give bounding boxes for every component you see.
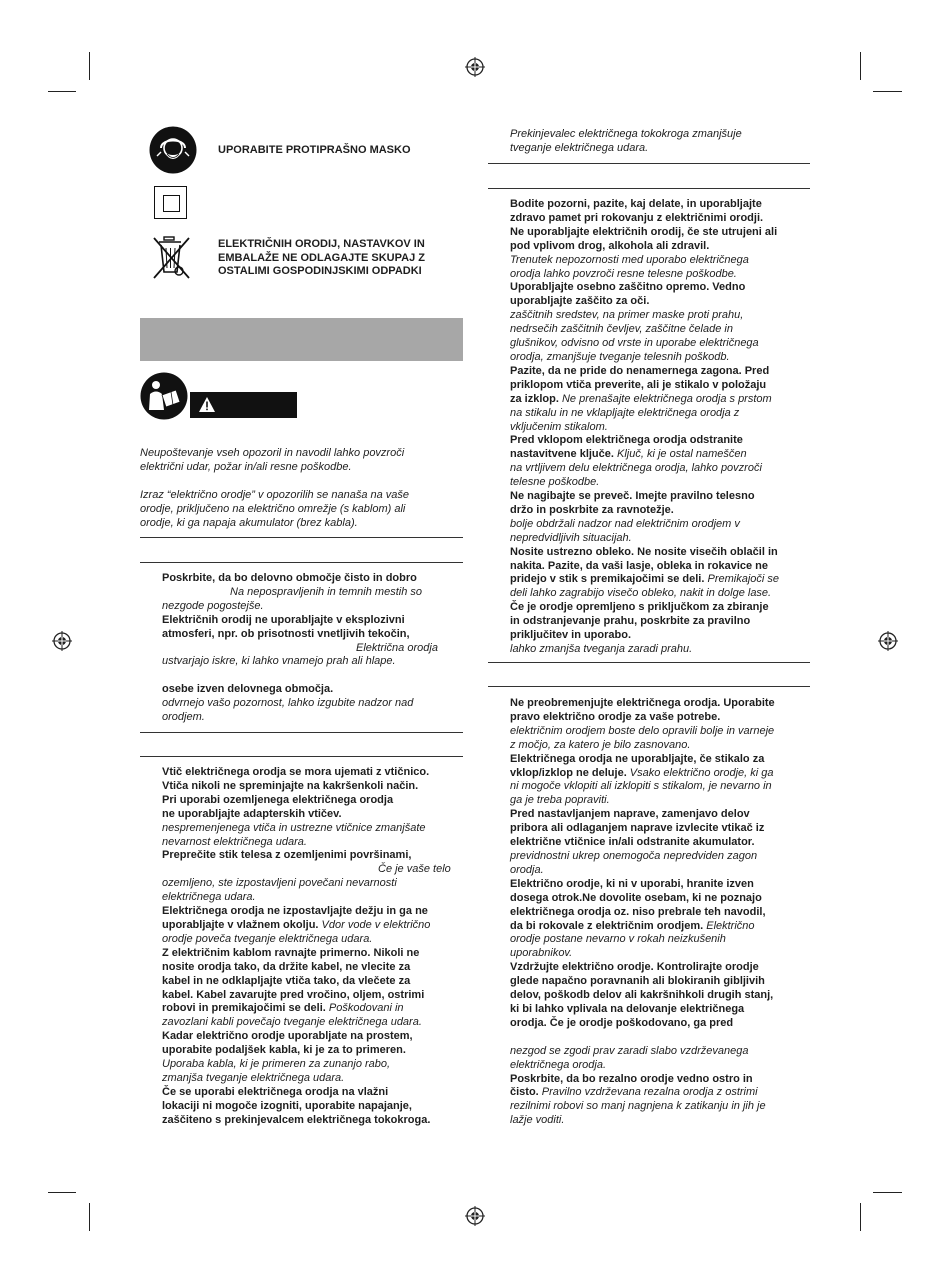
text-line bbox=[510, 739, 810, 753]
intro-line: Izraz “električno orodje” v opozorilih se nanaša na vaše bbox=[140, 488, 410, 501]
intro-line: orodje, ki ga napaja akumulator (brez kabla). bbox=[140, 516, 358, 529]
text-line bbox=[162, 711, 462, 725]
crop-mark bbox=[873, 1192, 902, 1193]
bold-text: uporabite podaljšek kabla, ki je za to primeren. bbox=[162, 1044, 406, 1057]
text-line bbox=[510, 1114, 810, 1128]
italic-text: vključenim stikalom. bbox=[510, 420, 608, 433]
text-line bbox=[510, 767, 810, 781]
italic-text: ni mogoče vklopiti ali izklopiti s stikalom, je nevarno in bbox=[510, 780, 772, 793]
text-line bbox=[510, 142, 810, 156]
text-line bbox=[162, 891, 462, 905]
bold-text: lokaciji ni mogoče izogniti, uporabite napajanje, bbox=[162, 1099, 412, 1112]
work-area-safety-text bbox=[162, 572, 462, 725]
italic-text: nezgode pogostejše. bbox=[162, 599, 264, 612]
bold-text: pribora ali odlaganjem naprave izvlecite vtikač iz bbox=[510, 822, 765, 835]
bold-text: Ne preobremenjujte električnega orodja. Uporabite bbox=[510, 697, 775, 709]
registration-mark-icon bbox=[465, 57, 485, 77]
italic-text: orodja, zmanjšuje tveganje telesnih poškodb. bbox=[510, 350, 730, 363]
bold-text: vklop/izklop ne deluje. bbox=[510, 766, 627, 779]
bold-text: Če je orodje opremljeno s priključkom za zbiranje bbox=[510, 601, 769, 614]
crop-mark bbox=[89, 52, 90, 80]
bold-text: Vtič električnega orodja se mora ujemati z vtičnico. bbox=[162, 766, 430, 778]
text-line bbox=[510, 434, 810, 448]
italic-text: nespremenjenega vtiča in ustrezne vtičnice zmanjšate bbox=[162, 821, 426, 834]
italic-text: odvrnejo vašo pozornost, lahko izgubite nadzor nad bbox=[162, 697, 414, 710]
bold-text: Uporabljajte osebno zaščitno opremo. Vedno bbox=[510, 281, 746, 294]
bold-text: in odstranjevanje prahu, poskrbite za pravilno bbox=[510, 615, 751, 628]
bold-text: Pri uporabi ozemljenega električnega orodja bbox=[162, 793, 394, 806]
text-line bbox=[162, 780, 462, 794]
italic-text: Na nepospravljenih in temnih mestih so bbox=[230, 585, 422, 598]
text-line bbox=[510, 504, 810, 518]
crop-mark bbox=[873, 91, 902, 92]
italic-text: previdnostni ukrep onemogoča nepredviden zagon bbox=[510, 849, 758, 862]
text-line bbox=[162, 863, 462, 877]
italic-text: električnega orodja. bbox=[510, 1058, 607, 1071]
text-line bbox=[162, 1086, 462, 1100]
italic-text: električnim orodjem boste delo opravili bolje in varneje bbox=[510, 724, 775, 737]
bold-text: Vtiča nikoli ne spreminjajte na kakršenkoli način. bbox=[162, 779, 419, 792]
text-line bbox=[510, 1003, 810, 1017]
italic-text: tveganje električnega udara. bbox=[510, 141, 649, 154]
italic-text: Če je vaše telo bbox=[378, 863, 451, 876]
text-line bbox=[510, 643, 810, 657]
italic-text: orodje poveča tveganje električnega udara. bbox=[162, 932, 373, 945]
section-rule bbox=[488, 163, 810, 164]
bold-text: Ne nagibajte se preveč. Imejte pravilno telesno bbox=[510, 490, 755, 503]
weee-label-line: EMBALAŽE NE ODLAGAJTE SKUPAJ Z bbox=[218, 251, 425, 264]
warning-bar bbox=[190, 392, 297, 418]
text-line bbox=[510, 448, 810, 462]
bold-text: električne vtičnice in/ali odstranite akumulator. bbox=[510, 836, 755, 849]
text-line bbox=[162, 808, 462, 822]
text-line bbox=[510, 947, 810, 961]
registration-mark-icon bbox=[52, 631, 72, 651]
bold-text: Vzdržujte električno orodje. Kontrolirajte orodje bbox=[510, 961, 759, 974]
crop-mark bbox=[89, 1203, 90, 1231]
text-line bbox=[510, 212, 810, 226]
text-line bbox=[162, 697, 462, 711]
section-rule bbox=[488, 662, 810, 663]
text-line bbox=[162, 1044, 462, 1058]
italic-text: orodje postane nevarno v rokah neizkušenih bbox=[510, 933, 726, 946]
italic-text: ga je treba popraviti. bbox=[510, 794, 610, 807]
bold-text: Če se uporabi električnega orodja na vlažni bbox=[162, 1085, 389, 1098]
crop-mark bbox=[860, 52, 861, 80]
section-heading-band bbox=[140, 318, 463, 361]
bold-text: ne uporabljajte adapterskih vtičev. bbox=[162, 807, 342, 820]
italic-text: Prekinjevalec električnega tokokroga zmanjšuje bbox=[510, 128, 742, 140]
text-line bbox=[510, 864, 810, 878]
italic-text: Vsako električno orodje, ki ga bbox=[626, 766, 774, 779]
italic-text: bolje obdržali nadzor nad električnim orodjem v bbox=[510, 517, 740, 530]
bold-text: priklopom vtiča preverite, ali je stikalo v položaju bbox=[510, 378, 767, 391]
bold-text: da bi rokovale z električnim orodjem. bbox=[510, 919, 704, 932]
text-line bbox=[510, 337, 810, 351]
italic-text: Električno bbox=[703, 919, 755, 932]
text-line bbox=[510, 975, 810, 989]
bold-text: priključitev in uporabo. bbox=[510, 629, 632, 642]
text-line bbox=[510, 309, 810, 323]
text-line bbox=[510, 518, 810, 532]
italic-text: uporabnikov. bbox=[510, 947, 573, 960]
text-line bbox=[162, 849, 462, 863]
text-line bbox=[162, 642, 462, 656]
text-line bbox=[510, 587, 810, 601]
text-line bbox=[510, 989, 810, 1003]
double-insulation-icon bbox=[154, 186, 187, 219]
italic-text: Trenutek nepozornosti med uporabo električnega bbox=[510, 253, 749, 266]
intro-line: orodje, priključeno na električno omrežje (s kablom) ali bbox=[140, 502, 406, 515]
bold-text: robovi in premikajočimi se deli. bbox=[162, 1002, 326, 1015]
bold-text: pravo električno orodje za vaše potrebe. bbox=[510, 710, 721, 723]
italic-text: na stikalu in ne vklapljajte električnega orodja z bbox=[510, 406, 740, 419]
bold-text: zaščiteno s prekinjevalcem električnega tokokroga. bbox=[162, 1113, 431, 1126]
text-line bbox=[510, 476, 810, 490]
text-line bbox=[510, 351, 810, 365]
italic-text: nepredvidljivih situacijah. bbox=[510, 531, 632, 544]
italic-text: zavozlani kabli povečajo tveganje električnega udara. bbox=[162, 1016, 422, 1029]
italic-text: orodja. bbox=[510, 863, 544, 876]
text-line bbox=[510, 753, 810, 767]
text-line bbox=[162, 947, 462, 961]
text-line bbox=[510, 532, 810, 546]
italic-text: Ne prenašajte električnega orodja s prstom bbox=[558, 392, 772, 405]
bold-text: Z električnim kablom ravnajte primerno. Nikoli ne bbox=[162, 946, 420, 959]
text-line bbox=[510, 462, 810, 476]
section-rule bbox=[488, 188, 810, 189]
italic-text: z močjo, za katero je bilo zasnovano. bbox=[510, 738, 691, 751]
italic-text: orodja lahko povzroči resne telesne poškodbe. bbox=[510, 267, 737, 280]
italic-text: Pravilno vzdrževana rezalna orodja z ostrimi bbox=[538, 1086, 758, 1099]
text-line bbox=[510, 780, 810, 794]
registration-mark-icon bbox=[465, 1206, 485, 1226]
crop-mark bbox=[860, 1203, 861, 1231]
bold-text: uporabljajte zaščito za oči. bbox=[510, 295, 650, 308]
bold-text: čisto. bbox=[510, 1086, 539, 1099]
intro-line: električni udar, požar in/ali resne poškodbe. bbox=[140, 460, 352, 473]
bold-text: glede napačno poravnanih ali blokiranih gibljivih bbox=[510, 975, 765, 988]
italic-text: Premikajoči se bbox=[704, 573, 779, 586]
italic-text: električnega udara. bbox=[162, 891, 256, 904]
italic-text: nedrsečih zaščitnih čevljev, zaščitne čelade in bbox=[510, 323, 733, 336]
bold-text: Pred vklopom električnega orodja odstranite bbox=[510, 434, 743, 447]
text-line bbox=[510, 1073, 810, 1087]
bold-text: zdravo pamet pri rokovanju z električnimi orodji. bbox=[510, 211, 764, 224]
circuit-breaker-text bbox=[510, 128, 810, 156]
bold-text: Pred nastavljanjem naprave, zamenjavo delov bbox=[510, 808, 750, 821]
text-line bbox=[510, 878, 810, 892]
text-line bbox=[510, 560, 810, 574]
bold-text: Električnega orodja ne izpostavljajte dežju in ga ne bbox=[162, 905, 428, 918]
bold-text: Električnega orodja ne uporabljajte, če stikalo za bbox=[510, 752, 765, 765]
text-line bbox=[510, 822, 810, 836]
text-line bbox=[162, 1002, 462, 1016]
text-line bbox=[510, 794, 810, 808]
bold-text: nosite orodja tako, da držite kabel, ne vlecite za bbox=[162, 960, 411, 973]
text-line bbox=[510, 961, 810, 975]
bold-text: Poskrbite, da bo delovno območje čisto in dobro bbox=[162, 572, 417, 584]
text-line bbox=[162, 822, 462, 836]
text-line bbox=[162, 836, 462, 850]
italic-text: nevarnost električnega udara. bbox=[162, 835, 307, 848]
text-line bbox=[162, 1100, 462, 1114]
italic-text: telesne poškodbe. bbox=[510, 476, 600, 489]
text-line bbox=[162, 1114, 462, 1128]
text-line bbox=[510, 323, 810, 337]
bold-text: Bodite pozorni, pazite, kaj delate, in uporabljajte bbox=[510, 198, 762, 210]
dust-mask-label: UPORABITE PROTIPRAŠNO MASKO bbox=[218, 144, 411, 156]
bold-text: Poskrbite, da bo rezalno orodje vedno ostro in bbox=[510, 1072, 753, 1085]
text-line bbox=[510, 268, 810, 282]
bold-text: Ne uporabljajte električnih orodij, če ste utrujeni ali bbox=[510, 225, 778, 238]
text-line bbox=[510, 128, 810, 142]
intro-line: Neupoštevanje vseh opozoril in navodil lahko povzroči bbox=[140, 447, 405, 459]
text-line bbox=[162, 961, 462, 975]
text-line bbox=[510, 295, 810, 309]
text-line bbox=[162, 1030, 462, 1044]
text-line bbox=[510, 601, 810, 615]
italic-text: Vdor vode v električno bbox=[318, 918, 431, 931]
weee-label-line: ELEKTRIČNIH ORODIJ, NASTAVKOV IN bbox=[218, 238, 425, 250]
crop-mark bbox=[48, 91, 76, 92]
crop-mark bbox=[48, 1192, 76, 1193]
personal-safety-text bbox=[510, 198, 810, 657]
bold-text: Nosite ustrezno obleko. Ne nosite visečih oblačil in bbox=[510, 545, 778, 558]
bold-text: orodja. Če je orodje poškodovano, ga pred bbox=[510, 1016, 734, 1029]
text-line bbox=[162, 683, 462, 697]
text-line bbox=[162, 614, 462, 628]
italic-text: glušnikov, odvisno od vrste in uporabe električnega bbox=[510, 337, 759, 350]
text-line bbox=[162, 766, 462, 780]
text-line bbox=[510, 1017, 810, 1031]
italic-text: zmanjša tveganje električnega udara. bbox=[162, 1071, 345, 1084]
bold-text: kabel in ne odklapljajte vtiča tako, da vlečete za bbox=[162, 974, 411, 987]
italic-text: lahko zmanjša tveganja zaradi prahu. bbox=[510, 643, 693, 655]
text-line bbox=[162, 655, 462, 669]
text-line bbox=[162, 669, 462, 683]
bold-text: osebe izven delovnega območja. bbox=[162, 683, 334, 696]
bold-text: dosega otrok.Ne dovolite osebam, ki ne poznajo bbox=[510, 891, 762, 904]
text-line bbox=[162, 877, 462, 891]
text-line bbox=[510, 808, 810, 822]
italic-text: orodjem. bbox=[162, 711, 205, 724]
weee-label bbox=[218, 238, 425, 279]
italic-text: rezilnimi robovi so manj nagnjena k zatikanju in jih je bbox=[510, 1100, 766, 1113]
tool-use-care-text bbox=[510, 697, 810, 1128]
text-line bbox=[510, 365, 810, 379]
italic-text: lažje voditi. bbox=[510, 1114, 565, 1127]
bold-text: pod vplivom drog, alkohola ali zdravil. bbox=[510, 239, 710, 252]
italic-text: Ključ, ki je ostal nameščen bbox=[613, 448, 747, 461]
text-line bbox=[510, 711, 810, 725]
italic-text: deli lahko zagrabijo visečo obleko, nakit in dolge lase. bbox=[510, 587, 772, 600]
bold-text: nastavitvene ključe. bbox=[510, 448, 614, 461]
section-rule bbox=[140, 732, 463, 733]
section-rule bbox=[140, 537, 463, 538]
italic-text: Uporaba kabla, ki je primeren za zunanjo rabo, bbox=[162, 1058, 391, 1071]
section-rule bbox=[488, 686, 810, 687]
text-line bbox=[510, 1045, 810, 1059]
bold-text: za izklop. bbox=[510, 392, 559, 405]
text-line bbox=[162, 975, 462, 989]
text-line bbox=[162, 572, 462, 586]
text-line bbox=[510, 421, 810, 435]
crossed-bin-icon bbox=[151, 234, 193, 282]
bold-text: atmosferi, npr. ob prisotnosti vnetljivih tekočin, bbox=[162, 627, 410, 640]
text-line bbox=[510, 254, 810, 268]
text-line bbox=[510, 226, 810, 240]
intro-text bbox=[140, 447, 460, 531]
dust-mask-icon bbox=[149, 126, 197, 174]
section-rule bbox=[140, 756, 463, 757]
bold-text: električnega orodja oz. niso prebrale teh navodil, bbox=[510, 905, 766, 918]
text-line bbox=[510, 546, 810, 560]
text-line bbox=[510, 920, 810, 934]
text-line bbox=[510, 933, 810, 947]
bold-text: delov, poškodb delov ali kakršnihkoli drugih stanj, bbox=[510, 989, 774, 1002]
italic-text: ozemljeno, ste izpostavljeni povečani nevarnosti bbox=[162, 877, 397, 890]
italic-text: zaščitnih sredstev, na primer maske proti prahu, bbox=[510, 309, 744, 322]
text-line bbox=[162, 794, 462, 808]
read-manual-icon bbox=[140, 372, 188, 420]
bold-text: kabel. Kabel zavarujte pred vročino, oljem, ostrimi bbox=[162, 988, 425, 1001]
text-line bbox=[510, 1031, 810, 1045]
italic-text: ustvarjajo iskre, ki lahko vnamejo prah ali hlape. bbox=[162, 655, 396, 668]
registration-mark-icon bbox=[878, 631, 898, 651]
text-line bbox=[510, 836, 810, 850]
text-line bbox=[510, 573, 810, 587]
text-line bbox=[510, 725, 810, 739]
text-line bbox=[510, 629, 810, 643]
bold-text: ki bi lahko vplivala na delovanje električnega bbox=[510, 1002, 745, 1015]
text-line bbox=[510, 198, 810, 212]
text-line bbox=[162, 1058, 462, 1072]
italic-text: Poškodovani in bbox=[325, 1002, 404, 1015]
text-line bbox=[510, 490, 810, 504]
bold-text: Električnih orodij ne uporabljajte v eksplozivni bbox=[162, 613, 405, 626]
bold-text: Pazite, da ne pride do nenamernega zagona. Pred bbox=[510, 364, 770, 377]
text-line bbox=[510, 615, 810, 629]
text-line bbox=[162, 1016, 462, 1030]
text-line bbox=[510, 697, 810, 711]
text-line bbox=[162, 905, 462, 919]
text-line bbox=[510, 1059, 810, 1073]
bold-text: Kadar električno orodje uporabljate na prostem, bbox=[162, 1030, 413, 1043]
italic-text: Električna orodja bbox=[356, 641, 438, 654]
text-line bbox=[162, 933, 462, 947]
bold-text: držo in poskrbite za ravnotežje. bbox=[510, 503, 674, 516]
text-line bbox=[162, 586, 462, 600]
italic-text: na vrtljivem delu električnega orodja, lahko povzroči bbox=[510, 462, 762, 475]
text-line bbox=[510, 1100, 810, 1114]
text-line bbox=[510, 407, 810, 421]
bold-text: Električno orodje, ki ni v uporabi, hranite izven bbox=[510, 877, 754, 890]
text-line bbox=[510, 379, 810, 393]
warning-triangle-icon bbox=[198, 396, 216, 413]
text-line bbox=[162, 628, 462, 642]
text-line bbox=[162, 1072, 462, 1086]
section-rule bbox=[140, 562, 463, 563]
bold-text: nakita. Pazite, da vaši lasje, obleka in rokavice ne bbox=[510, 559, 769, 572]
text-line bbox=[510, 850, 810, 864]
electrical-safety-text bbox=[162, 766, 462, 1128]
text-line bbox=[510, 240, 810, 254]
text-line bbox=[510, 393, 810, 407]
weee-label-line: OSTALIMI GOSPODINJSKIMI ODPADKI bbox=[218, 265, 422, 277]
text-line bbox=[162, 989, 462, 1003]
bold-text: Preprečite stik telesa z ozemljenimi površinami, bbox=[162, 849, 412, 862]
text-line bbox=[510, 892, 810, 906]
bold-text: pridejo v stik s premikajočimi se deli. bbox=[510, 573, 705, 586]
text-line bbox=[510, 906, 810, 920]
text-line bbox=[162, 919, 462, 933]
text-line bbox=[510, 281, 810, 295]
bold-text: uporabljajte v vlažnem okolju. bbox=[162, 918, 319, 931]
italic-text: nezgod se zgodi prav zaradi slabo vzdrževanega bbox=[510, 1044, 749, 1057]
text-line bbox=[510, 1086, 810, 1100]
text-line bbox=[162, 600, 462, 614]
